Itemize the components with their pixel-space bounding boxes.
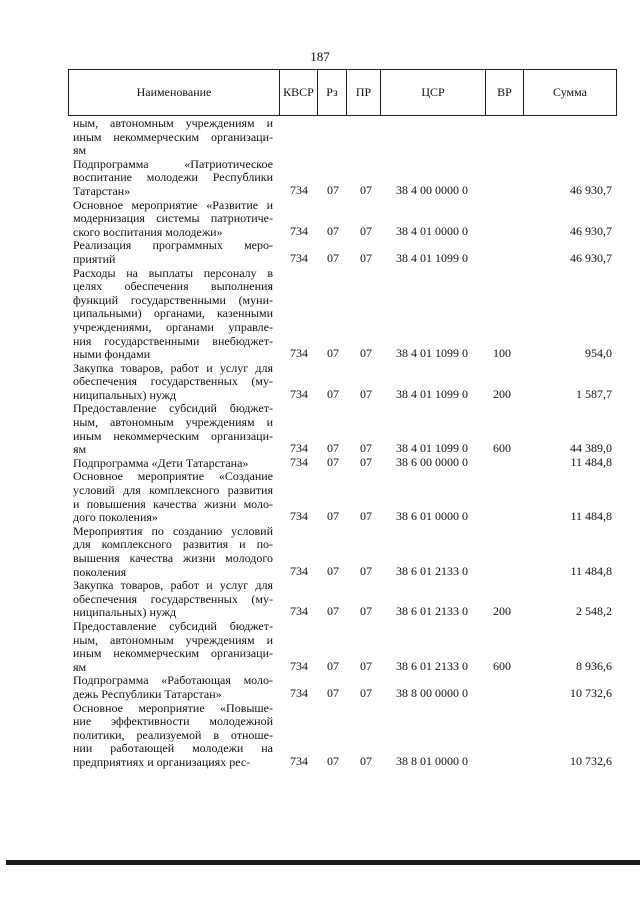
table-body: [0, 117, 640, 770]
row-name-line: ципальными) органами, казенными: [73, 306, 273, 321]
cell-pr: 07: [360, 250, 372, 265]
row-name: [73, 620, 273, 674]
header-name: Наименование: [69, 70, 280, 116]
cell-sum: 44 389,0: [570, 441, 612, 456]
row-name-line: ниципальных) нужд: [73, 605, 177, 620]
cell-sum: 10 732,6: [570, 685, 612, 700]
table-row: [0, 454, 640, 471]
cell-kvsr: 734: [290, 509, 308, 524]
row-name-line: ными фондами: [73, 347, 151, 362]
row-name-line: ным, автономным учреждениям и: [73, 415, 273, 430]
cell-vr: 100: [493, 346, 511, 361]
row-name-line: ям: [73, 442, 87, 457]
row-name-line: дежь Республики Татарстан»: [73, 686, 222, 701]
row-name-line: Закупка товаров, работ и услуг для: [73, 360, 273, 375]
cell-csr: 38 4 01 0000 0: [396, 223, 468, 238]
row-name-line: ского воспитания молодежи»: [73, 224, 223, 239]
cell-rz: 07: [327, 182, 339, 197]
cell-rz: 07: [327, 346, 339, 361]
cell-pr: 07: [360, 753, 372, 768]
row-name-line: поколения: [73, 564, 127, 579]
row-name-line: иным некоммерческим организаци-: [73, 129, 273, 144]
row-name-line: ным, автономным учреждениям и: [73, 116, 273, 130]
row-name-line: дого поколения»: [73, 510, 158, 525]
cell-kvsr: 734: [290, 685, 308, 700]
table-row: [0, 158, 640, 199]
row-name-line: Основное мероприятие «Развитие и: [73, 197, 273, 212]
cell-kvsr: 734: [290, 753, 308, 768]
row-name-line: Реализация программных меро-: [73, 238, 273, 253]
row-name-line: Предоставление субсидий бюджет-: [73, 618, 273, 633]
cell-kvsr: 734: [290, 658, 308, 673]
row-name-line: учреждениями, органами управле-: [73, 319, 273, 334]
table-row: [0, 267, 640, 362]
cell-sum: 46 930,7: [570, 250, 612, 265]
cell-vr: 200: [493, 386, 511, 401]
cell-rz: 07: [327, 604, 339, 619]
cell-rz: 07: [327, 454, 339, 469]
row-name-line: условий для комплексного развития: [73, 483, 273, 498]
header-pr: ПР: [347, 70, 381, 116]
cell-pr: 07: [360, 604, 372, 619]
header-csr: ЦСР: [381, 70, 486, 116]
cell-pr: 07: [360, 441, 372, 456]
cell-kvsr: 734: [290, 604, 308, 619]
cell-kvsr: 734: [290, 250, 308, 265]
cell-sum: 1 587,7: [576, 386, 612, 401]
row-name-line: Татарстан»: [73, 183, 131, 198]
cell-vr: 600: [493, 441, 511, 456]
table-header: [68, 69, 617, 116]
cell-sum: 11 484,8: [570, 509, 612, 524]
row-name-line: функций государственными (муни-: [73, 292, 273, 307]
table-row: [0, 702, 640, 770]
row-name: [73, 239, 273, 266]
cell-sum: 11 484,8: [570, 454, 612, 469]
cell-rz: 07: [327, 509, 339, 524]
cell-sum: 954,0: [585, 346, 612, 361]
header-sum: Сумма: [524, 70, 617, 116]
row-name: [73, 267, 273, 362]
header-kvsr: КВСР: [280, 70, 318, 116]
page-number: 187: [310, 49, 330, 64]
row-name-line: Предоставление субсидий бюджет-: [73, 401, 273, 416]
cell-csr: 38 4 01 1099 0: [396, 250, 468, 265]
row-name-line: обеспечения государственных (му-: [73, 374, 273, 389]
cell-sum: 10 732,6: [570, 753, 612, 768]
cell-kvsr: 734: [290, 563, 308, 578]
row-name-line: Подпрограмма «Дети Татарстана»: [73, 455, 249, 470]
cell-rz: 07: [327, 441, 339, 456]
table-row: [0, 362, 640, 403]
cell-csr: 38 4 01 1099 0: [396, 346, 468, 361]
table-row: [0, 239, 640, 266]
row-name-line: ным, автономным учреждениям и: [73, 632, 273, 647]
cell-sum: 2 548,2: [576, 604, 612, 619]
cell-csr: 38 6 01 2133 0: [396, 563, 468, 578]
row-name-line: вышения качества жизни молодого: [73, 551, 273, 565]
cell-kvsr: 734: [290, 454, 308, 469]
table-row: [0, 579, 640, 620]
cell-csr: 38 6 01 2133 0: [396, 658, 468, 673]
row-name-line: Подпрограмма «Работающая моло-: [73, 673, 273, 688]
cell-csr: 38 6 01 2133 0: [396, 604, 468, 619]
row-name: [73, 402, 273, 456]
cell-pr: 07: [360, 386, 372, 401]
cell-kvsr: 734: [290, 441, 308, 456]
cell-rz: 07: [327, 386, 339, 401]
row-name: [73, 117, 273, 158]
row-name-line: ние эффективности молодежной: [73, 714, 273, 729]
row-name-line: политики, реализуемой в отноше-: [73, 727, 273, 742]
cell-csr: 38 4 01 1099 0: [396, 441, 468, 456]
cell-rz: 07: [327, 250, 339, 265]
table-row: [0, 199, 640, 240]
row-name-line: воспитание молодежи Республики: [73, 170, 273, 185]
page-bottom-border: [6, 860, 640, 865]
cell-pr: 07: [360, 223, 372, 238]
cell-pr: 07: [360, 563, 372, 578]
cell-pr: 07: [360, 685, 372, 700]
cell-pr: 07: [360, 454, 372, 469]
row-name: [73, 470, 273, 524]
table-row: [0, 674, 640, 701]
cell-pr: 07: [360, 182, 372, 197]
row-name-line: Основное мероприятие «Создание: [73, 469, 273, 484]
row-name-line: Закупка товаров, работ и услуг для: [73, 578, 273, 593]
row-name-line: предприятиях и организациях рес-: [73, 754, 251, 769]
row-name-line: ям: [73, 143, 87, 158]
cell-sum: 46 930,7: [570, 223, 612, 238]
cell-pr: 07: [360, 346, 372, 361]
row-name: [73, 199, 273, 240]
cell-rz: 07: [327, 223, 339, 238]
table-row: [0, 470, 640, 524]
cell-sum: 11 484,8: [570, 563, 612, 578]
cell-csr: 38 6 00 0000 0: [396, 454, 468, 469]
row-name-line: ям: [73, 659, 87, 674]
cell-kvsr: 734: [290, 346, 308, 361]
cell-vr: 200: [493, 604, 511, 619]
cell-vr: 600: [493, 658, 511, 673]
row-name-line: иным некоммерческим организаци-: [73, 428, 273, 443]
cell-kvsr: 734: [290, 182, 308, 197]
row-name: [73, 525, 273, 579]
row-name-line: и повышения качества жизни моло-: [73, 496, 273, 511]
cell-pr: 07: [360, 658, 372, 673]
row-name: [73, 158, 273, 199]
row-name-line: для комплексного развития и по-: [73, 537, 273, 552]
row-name-line: иным некоммерческим организаци-: [73, 646, 273, 661]
row-name-line: Подпрограмма «Патриотическое: [73, 156, 273, 171]
row-name-line: ниципальных) нужд: [73, 387, 177, 402]
row-name-line: обеспечения государственных (му-: [73, 591, 273, 606]
row-name-line: Основное мероприятие «Повыше-: [73, 700, 273, 715]
row-name-line: приятий: [73, 251, 116, 266]
cell-rz: 07: [327, 563, 339, 578]
row-name: [73, 674, 273, 701]
cell-csr: 38 8 00 0000 0: [396, 685, 468, 700]
row-name: [73, 362, 273, 403]
cell-rz: 07: [327, 685, 339, 700]
cell-rz: 07: [327, 658, 339, 673]
row-name-line: Мероприятия по созданию условий: [73, 523, 273, 538]
cell-pr: 07: [360, 509, 372, 524]
row-name: [73, 579, 273, 620]
row-name-line: целях обеспечения выполнения: [73, 279, 273, 294]
row-name: [73, 457, 273, 471]
table-row: [0, 117, 640, 158]
header-vr: ВР: [486, 70, 524, 116]
cell-rz: 07: [327, 753, 339, 768]
row-name-line: ния государственными внебюджет-: [73, 333, 273, 348]
table-row: [0, 402, 640, 456]
cell-kvsr: 734: [290, 223, 308, 238]
table-row: [0, 525, 640, 579]
row-name-line: модернизация системы патриотиче-: [73, 211, 273, 226]
cell-csr: 38 6 01 0000 0: [396, 509, 468, 524]
cell-csr: 38 8 01 0000 0: [396, 753, 468, 768]
table-row: [0, 620, 640, 674]
cell-kvsr: 734: [290, 386, 308, 401]
cell-sum: 46 930,7: [570, 182, 612, 197]
header-rz: Рз: [318, 70, 347, 116]
cell-sum: 8 936,6: [576, 658, 612, 673]
cell-csr: 38 4 00 0000 0: [396, 182, 468, 197]
row-name-line: Расходы на выплаты персоналу в: [73, 265, 273, 280]
cell-csr: 38 4 01 1099 0: [396, 386, 468, 401]
row-name: [73, 702, 273, 770]
row-name-line: нии работающей молодежи на: [73, 741, 273, 756]
